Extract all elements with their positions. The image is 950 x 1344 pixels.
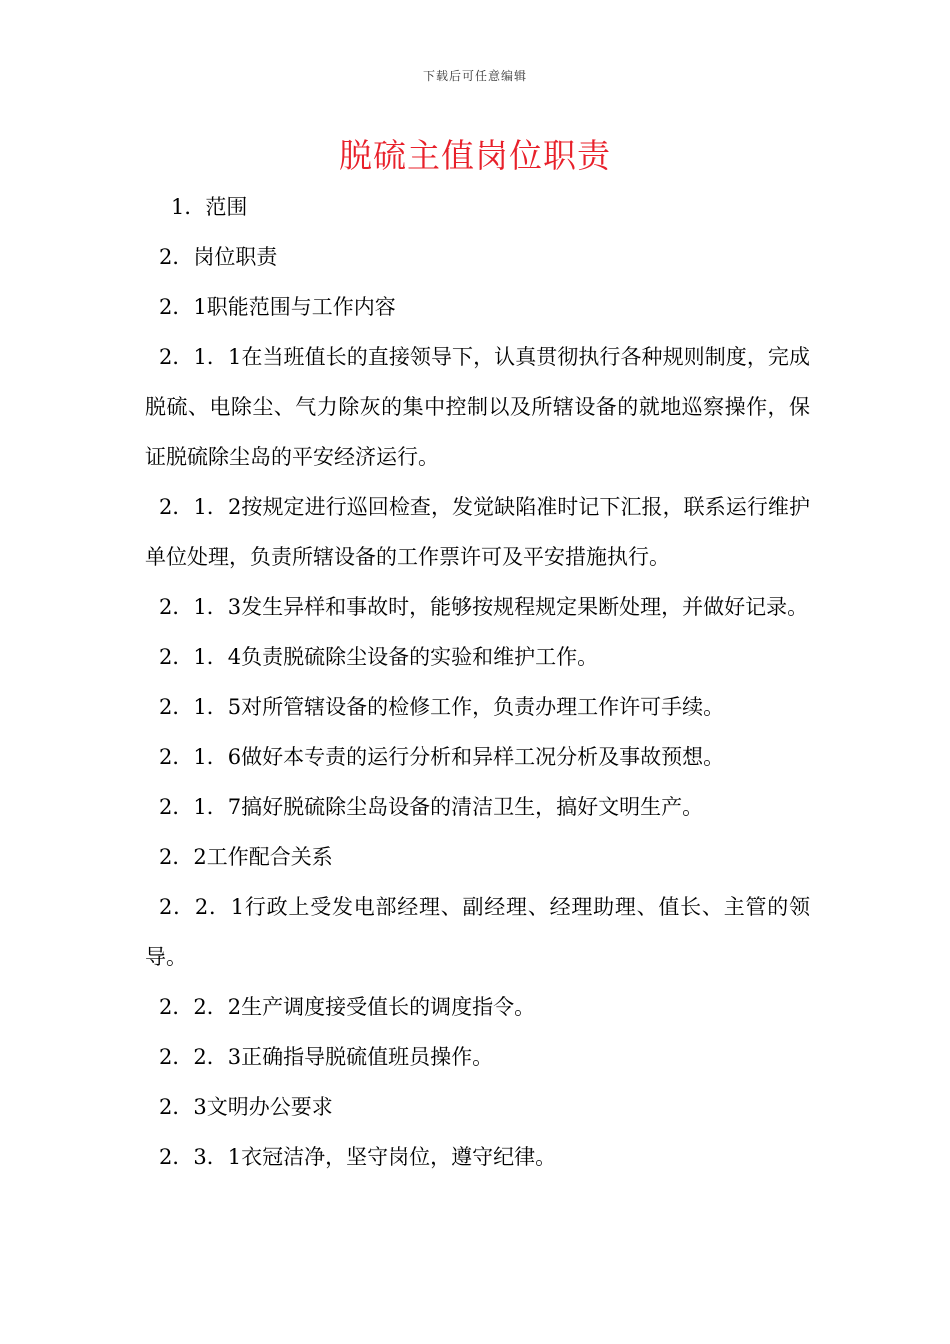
- clause-2-2-1: 2．2．1行政上受发电部经理、副经理、经理助理、值长、主管的领导。: [145, 895, 810, 969]
- section-scope: 1．范围: [171, 195, 248, 219]
- subsection-office-requirements: 2．3文明办公要求: [159, 1095, 333, 1119]
- clause-2-1-6: 2．1．6做好本专责的运行分析和异样工况分析及事故预想。: [159, 745, 725, 769]
- clause-2-1-2: 2．1．2按规定进行巡回检查，发觉缺陷准时记下汇报，联系运行维护单位处理，负责所辖设备的工作票许可及平安措施执行。: [145, 495, 810, 569]
- clause-2-1-5: 2．1．5对所管辖设备的检修工作，负责办理工作许可手续。: [159, 695, 725, 719]
- header-note: 下载后可任意编辑: [422, 69, 527, 83]
- clause-2-2-2: 2．2．2生产调度接受值长的调度指令。: [159, 995, 536, 1019]
- clause-2-2-3: 2．2．3正确指导脱硫值班员操作。: [159, 1045, 494, 1069]
- section-duties: 2．岗位职责: [159, 245, 278, 269]
- document-body: [145, 182, 810, 1182]
- subsection-cooperation: 2．2工作配合关系: [159, 845, 333, 869]
- subsection-scope-work: 2．1职能范围与工作内容: [159, 295, 396, 319]
- document-title: 脱硫主值岗位职责: [339, 136, 611, 175]
- clause-2-1-4: 2．1．4负责脱硫除尘设备的实验和维护工作。: [159, 645, 599, 669]
- clause-2-1-1: 2．1．1在当班值长的直接领导下，认真贯彻执行各种规则制度，完成脱硫、电除尘、气力除灰的集中控制以及所辖设备的就地巡察操作，保证脱硫除尘岛的平安经济运行。: [145, 345, 810, 469]
- clause-2-1-7: 2．1．7搞好脱硫除尘岛设备的清洁卫生，搞好文明生产。: [159, 795, 704, 819]
- clause-2-1-3: 2．1．3发生异样和事故时，能够按规程规定果断处理，并做好记录。: [159, 595, 809, 619]
- clause-2-3-1: 2．3．1衣冠洁净，坚守岗位，遵守纪律。: [159, 1145, 557, 1169]
